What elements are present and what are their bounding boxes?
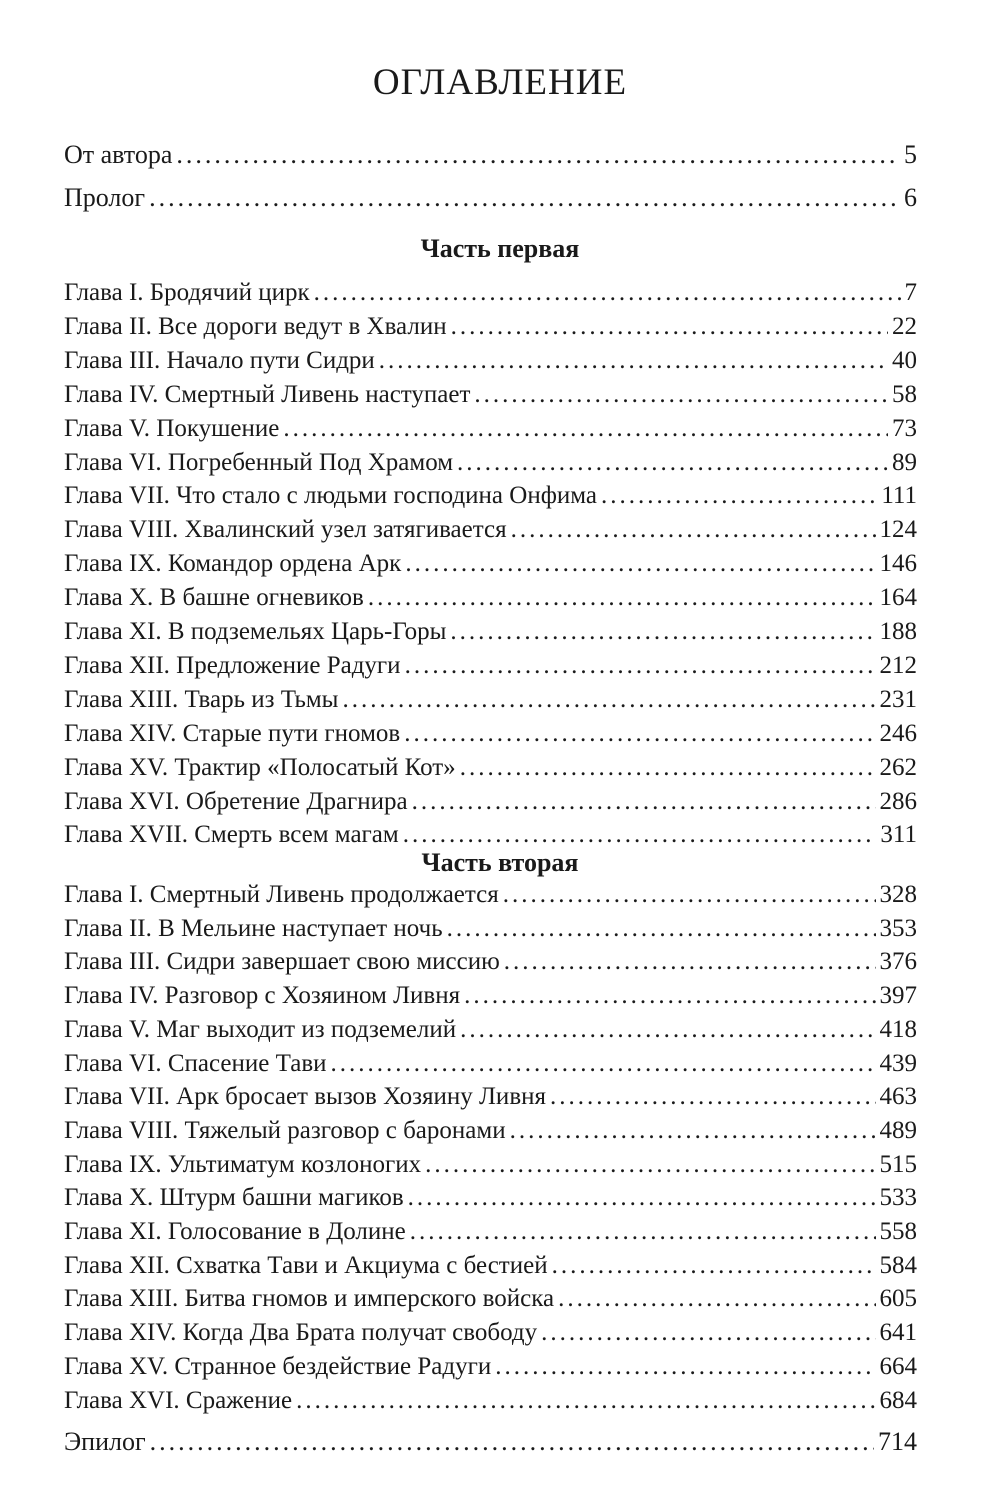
entry-title: Глава IV. Смертный Ливень наступает <box>64 380 471 408</box>
entry-page: 439 <box>879 1049 917 1077</box>
dot-leader <box>379 348 888 373</box>
entry-title: Глава I. Смертный Ливень продолжается <box>64 881 499 908</box>
toc-entry <box>64 822 917 847</box>
entry-title: Глава VII. Арк бросает вызов Хозяину Ливня <box>64 1083 546 1111</box>
toc-entry <box>64 517 917 542</box>
entry-title: Глава XI. В подземельях Царь-Горы <box>64 618 447 645</box>
entry-page: 684 <box>879 1386 917 1414</box>
toc-entry-epilogue <box>64 1429 917 1455</box>
toc-entry <box>64 1152 917 1177</box>
toc-entry <box>64 348 917 373</box>
entry-title: Глава XIII. Битва гномов и имперского войска <box>64 1285 555 1313</box>
entry-title: Глава I. Бродячий цирк <box>64 279 310 306</box>
dot-leader <box>503 882 876 907</box>
entry-title: Глава III. Начало пути Сидри <box>64 346 375 374</box>
entry-title: Глава XVI. Сражение <box>64 1386 293 1414</box>
dot-leader <box>176 142 900 168</box>
toc-entry <box>64 416 917 441</box>
entry-title: Глава VI. Погребенный Под Храмом <box>64 448 454 476</box>
toc-entry <box>64 687 917 712</box>
entry-title: Глава XIII. Тварь из Тьмы <box>64 685 339 713</box>
entry-page: 111 <box>881 482 917 510</box>
entry-page: 584 <box>879 1251 917 1279</box>
dot-leader <box>403 822 877 847</box>
entry-title: Глава IV. Разговор с Хозяином Ливня <box>64 982 461 1010</box>
entry-page: 6 <box>904 183 917 212</box>
entry-page: 311 <box>880 821 917 849</box>
dot-leader <box>425 1152 875 1177</box>
toc-entry <box>64 1118 917 1143</box>
entry-title: Глава XI. Голосование в Долине <box>64 1218 406 1245</box>
toc-entry <box>64 916 917 941</box>
dot-leader <box>408 1185 876 1210</box>
toc-entry <box>64 1253 917 1278</box>
dot-leader <box>296 1388 875 1413</box>
toc-entry <box>64 1354 917 1379</box>
entry-page: 7 <box>904 279 917 306</box>
dot-leader <box>404 721 875 746</box>
part-one-heading: Часть первая <box>420 234 580 263</box>
toc-entry <box>64 983 917 1008</box>
entry-page: 353 <box>879 914 917 942</box>
toc-entry <box>64 653 917 678</box>
dot-leader <box>552 1253 876 1278</box>
dot-leader <box>342 687 875 712</box>
entry-page: 262 <box>879 753 917 781</box>
entry-page: 212 <box>879 651 917 679</box>
entry-title: Глава XV. Трактир «Полосатый Кот» <box>64 753 456 781</box>
dot-leader <box>460 1017 875 1042</box>
dot-leader <box>460 755 876 780</box>
entry-page: 397 <box>879 982 917 1010</box>
toc-entry <box>64 789 917 814</box>
entry-title: Глава IX. Командор ордена Арк <box>64 550 402 578</box>
toc-entry <box>64 1185 917 1210</box>
entry-page: 231 <box>879 685 917 713</box>
entry-page: 40 <box>892 346 917 374</box>
entry-page: 558 <box>879 1218 917 1245</box>
dot-leader <box>511 517 876 542</box>
dot-leader <box>451 314 888 339</box>
toc-entry <box>64 882 917 907</box>
toc-entry-author <box>64 142 917 168</box>
entry-title: Глава II. В Мельине наступает ночь <box>64 914 443 942</box>
entry-page: 246 <box>879 719 917 747</box>
toc-entry <box>64 755 917 780</box>
entry-page: 146 <box>879 550 917 578</box>
entry-title: Глава V. Покушение <box>64 414 280 442</box>
dot-leader <box>510 1118 876 1143</box>
toc-entry <box>64 314 917 339</box>
toc-entry <box>64 280 917 305</box>
entry-page: 188 <box>879 618 917 645</box>
entry-page: 286 <box>879 787 917 815</box>
entry-page: 664 <box>879 1352 917 1380</box>
entry-page: 714 <box>878 1427 917 1456</box>
entry-page: 164 <box>879 584 917 612</box>
toc-entry <box>64 619 917 644</box>
dot-leader <box>405 653 876 678</box>
entry-title: Глава XII. Схватка Тави и Акциума с бестией <box>64 1251 548 1279</box>
entry-title: Глава IX. Ультиматум козлоногих <box>64 1150 422 1178</box>
entry-page: 533 <box>879 1184 917 1212</box>
entry-title: Глава XIV. Старые пути гномов <box>64 719 401 747</box>
toc-entry <box>64 1388 917 1413</box>
entry-page: 489 <box>879 1116 917 1144</box>
dot-leader <box>405 551 875 576</box>
entry-page: 124 <box>879 516 917 544</box>
toc-entry <box>64 1017 917 1042</box>
dot-leader <box>474 382 888 407</box>
dot-leader <box>314 280 901 305</box>
toc-entry <box>64 949 917 974</box>
dot-leader <box>412 789 876 814</box>
entry-page: 463 <box>879 1083 917 1111</box>
entry-page: 515 <box>879 1150 917 1178</box>
toc-entry <box>64 483 917 508</box>
entry-title: Глава X. Штурм башни магиков <box>64 1184 404 1212</box>
entry-title: Глава XVI. Обретение Драгнира <box>64 787 408 815</box>
dot-leader <box>457 450 888 475</box>
entry-page: 22 <box>892 312 917 340</box>
entry-title: Глава XIV. Когда Два Брата получат свободу <box>64 1319 538 1347</box>
dot-leader <box>450 619 875 644</box>
entry-title: Глава XV. Странное бездействие Радуги <box>64 1352 492 1380</box>
page-title: ОГЛАВЛЕНИЕ <box>372 62 628 103</box>
toc-entry <box>64 1051 917 1076</box>
entry-title: Глава II. Все дороги ведут в Хвалин <box>64 312 447 340</box>
dot-leader <box>283 416 888 441</box>
entry-title: Глава XVII. Смерть всем магам <box>64 821 399 849</box>
dot-leader <box>550 1084 876 1109</box>
toc-entry <box>64 1286 917 1311</box>
entry-page: 73 <box>892 414 917 442</box>
toc-entry <box>64 721 917 746</box>
entry-title: Эпилог <box>64 1427 146 1456</box>
toc-entry <box>64 1084 917 1109</box>
dot-leader <box>150 1429 874 1455</box>
entry-page: 641 <box>879 1319 917 1347</box>
entry-page: 58 <box>892 380 917 408</box>
dot-leader <box>558 1286 875 1311</box>
entry-title: Глава VIII. Тяжелый разговор с баронами <box>64 1116 506 1144</box>
toc-entry <box>64 551 917 576</box>
entry-title: Глава V. Маг выходит из подземелий <box>64 1015 457 1043</box>
toc-entry <box>64 450 917 475</box>
entry-page: 605 <box>879 1285 917 1313</box>
entry-title: Глава VII. Что стало с людьми господина Онфима <box>64 482 598 510</box>
dot-leader <box>410 1219 876 1244</box>
entry-title: Глава VI. Спасение Тави <box>64 1049 327 1077</box>
toc-entry-prologue <box>64 185 917 211</box>
entry-page: 328 <box>879 881 917 908</box>
entry-title: От автора <box>64 140 173 169</box>
dot-leader <box>149 185 900 211</box>
toc-entry <box>64 382 917 407</box>
entry-title: Пролог <box>64 183 146 212</box>
part-two-heading: Часть вторая <box>421 848 579 877</box>
dot-leader <box>447 916 876 941</box>
dot-leader <box>601 483 877 508</box>
dot-leader <box>541 1320 875 1345</box>
dot-leader <box>368 585 876 610</box>
toc-entry <box>64 1320 917 1345</box>
entry-page: 418 <box>879 1015 917 1043</box>
entry-title: Глава VIII. Хвалинский узел затягивается <box>64 516 507 544</box>
dot-leader <box>495 1354 875 1379</box>
dot-leader <box>464 983 875 1008</box>
toc-entry <box>64 585 917 610</box>
toc-entry <box>64 1219 917 1244</box>
entry-title: Глава III. Сидри завершает свою миссию <box>64 948 500 976</box>
entry-page: 5 <box>904 140 917 169</box>
entry-title: Глава XII. Предложение Радуги <box>64 651 401 679</box>
dot-leader <box>504 949 876 974</box>
entry-title: Глава X. В башне огневиков <box>64 584 364 612</box>
entry-page: 89 <box>892 448 917 476</box>
dot-leader <box>331 1051 876 1076</box>
entry-page: 376 <box>879 948 917 976</box>
